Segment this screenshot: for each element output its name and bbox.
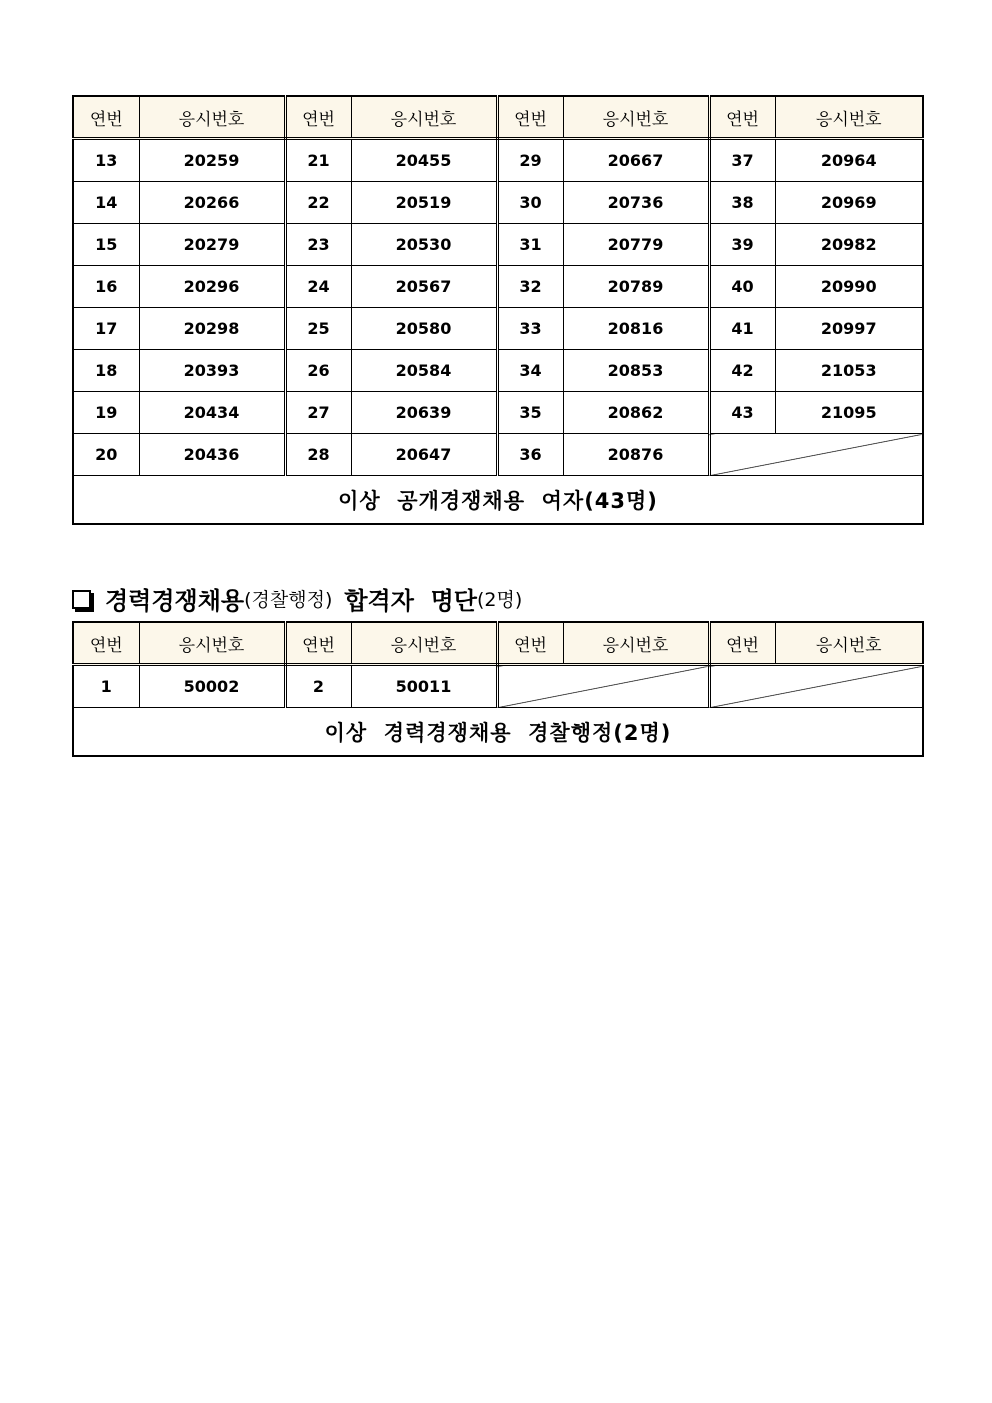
header-serial: 연번 [73,622,139,665]
serial-cell: 1 [73,665,139,708]
header-exam-number: 응시번호 [775,622,923,665]
table-footer-summary: 이상 경력경쟁채용 경찰행정(2명) [73,708,923,757]
exam-number-cell: 20519 [351,182,497,224]
serial-cell: 23 [285,224,351,266]
exam-number-cell: 20455 [351,139,497,182]
table-row [73,392,923,434]
checkbox-bullet-icon [72,590,91,609]
serial-cell: 37 [709,139,775,182]
exam-number-cell: 20393 [139,350,285,392]
table-footer-summary: 이상 공개경쟁채용 여자(43명) [73,476,923,525]
exam-number-cell: 20876 [563,434,709,476]
exam-number-cell: 20862 [563,392,709,434]
exam-number-cell: 20298 [139,308,285,350]
career-police-admin-table [72,621,924,757]
table-row [73,434,923,476]
serial-cell: 2 [285,665,351,708]
serial-cell: 39 [709,224,775,266]
serial-cell: 26 [285,350,351,392]
serial-cell: 32 [497,266,563,308]
header-exam-number: 응시번호 [563,96,709,139]
header-serial: 연번 [709,96,775,139]
exam-number-cell: 20667 [563,139,709,182]
table-row [73,139,923,182]
section-heading-career-recruitment [72,582,522,614]
serial-cell: 17 [73,308,139,350]
header-exam-number: 응시번호 [775,96,923,139]
exam-number-cell: 50011 [351,665,497,708]
serial-cell: 24 [285,266,351,308]
serial-cell: 42 [709,350,775,392]
empty-diagonal-cell [709,665,923,708]
table-row [73,308,923,350]
serial-cell: 36 [497,434,563,476]
serial-cell: 22 [285,182,351,224]
serial-cell: 33 [497,308,563,350]
serial-cell: 41 [709,308,775,350]
exam-number-cell: 20779 [563,224,709,266]
heading-rest: 합격자 명단 [344,586,477,615]
serial-cell: 25 [285,308,351,350]
exam-number-cell: 20434 [139,392,285,434]
exam-number-cell: 21095 [775,392,923,434]
exam-number-cell: 20647 [351,434,497,476]
exam-number-cell: 20736 [563,182,709,224]
exam-number-cell: 20982 [775,224,923,266]
serial-cell: 43 [709,392,775,434]
empty-diagonal-cell [497,665,709,708]
exam-number-cell: 20266 [139,182,285,224]
exam-number-cell: 20997 [775,308,923,350]
heading-count: (2명) [477,588,523,611]
table-row [73,350,923,392]
serial-cell: 20 [73,434,139,476]
exam-number-cell: 20296 [139,266,285,308]
serial-cell: 28 [285,434,351,476]
serial-cell: 40 [709,266,775,308]
serial-cell: 14 [73,182,139,224]
exam-number-cell: 20816 [563,308,709,350]
exam-number-cell: 20259 [139,139,285,182]
serial-cell: 16 [73,266,139,308]
serial-cell: 35 [497,392,563,434]
exam-number-cell: 50002 [139,665,285,708]
empty-diagonal-cell [709,434,923,476]
serial-cell: 29 [497,139,563,182]
exam-number-cell: 20853 [563,350,709,392]
table-row [73,224,923,266]
header-serial: 연번 [73,96,139,139]
female-open-recruitment-table [72,95,924,525]
serial-cell: 18 [73,350,139,392]
header-exam-number: 응시번호 [351,96,497,139]
table-row [73,182,923,224]
exam-number-cell: 20990 [775,266,923,308]
exam-number-cell: 20964 [775,139,923,182]
heading-subtitle: (경찰행정) [244,588,333,611]
serial-cell: 31 [497,224,563,266]
header-serial: 연번 [285,622,351,665]
header-exam-number: 응시번호 [351,622,497,665]
exam-number-cell: 20639 [351,392,497,434]
exam-number-cell: 20580 [351,308,497,350]
exam-number-cell: 21053 [775,350,923,392]
serial-cell: 21 [285,139,351,182]
header-serial: 연번 [497,96,563,139]
exam-number-cell: 20567 [351,266,497,308]
table-row [73,266,923,308]
exam-number-cell: 20789 [563,266,709,308]
heading-title: 경력경쟁채용 [105,586,245,615]
serial-cell: 30 [497,182,563,224]
exam-number-cell: 20584 [351,350,497,392]
exam-number-cell: 20969 [775,182,923,224]
header-serial: 연번 [709,622,775,665]
exam-number-cell: 20436 [139,434,285,476]
exam-number-cell: 20279 [139,224,285,266]
header-exam-number: 응시번호 [139,96,285,139]
table-row [73,665,923,708]
header-serial: 연번 [497,622,563,665]
header-serial: 연번 [285,96,351,139]
serial-cell: 15 [73,224,139,266]
exam-number-cell: 20530 [351,224,497,266]
header-exam-number: 응시번호 [139,622,285,665]
serial-cell: 34 [497,350,563,392]
serial-cell: 13 [73,139,139,182]
header-exam-number: 응시번호 [563,622,709,665]
serial-cell: 19 [73,392,139,434]
serial-cell: 27 [285,392,351,434]
serial-cell: 38 [709,182,775,224]
